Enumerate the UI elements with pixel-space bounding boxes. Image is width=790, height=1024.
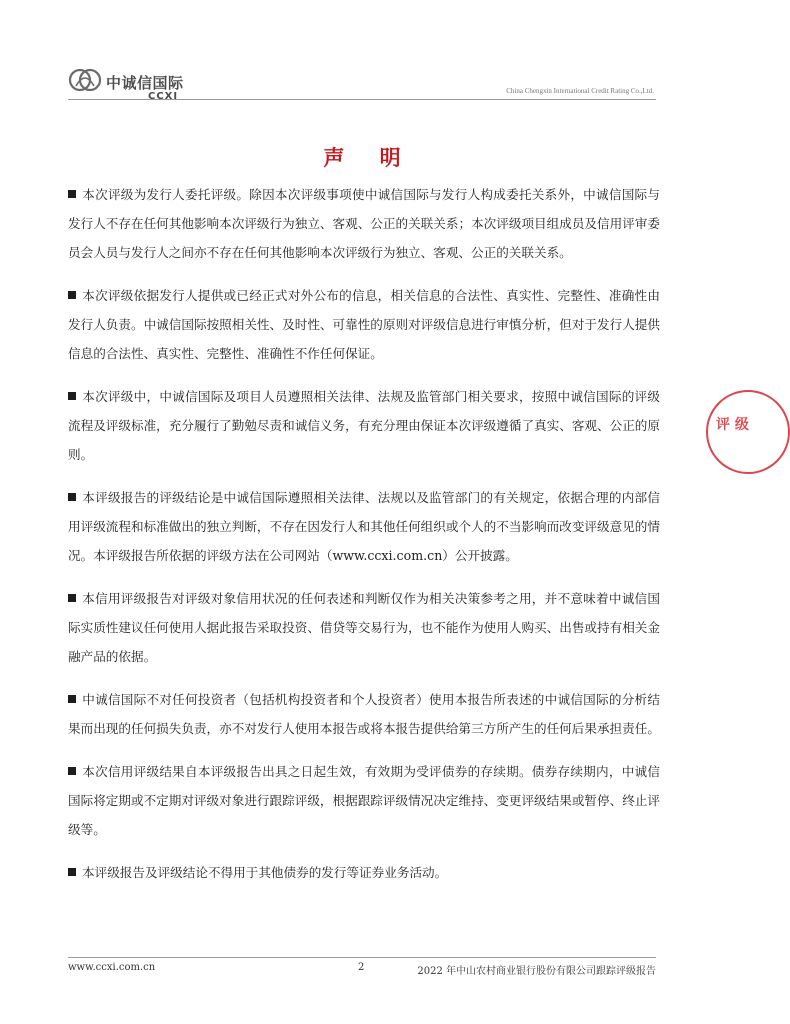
ccxi-logo-mark-icon [68, 66, 102, 96]
ccxi-logo [68, 64, 208, 104]
statement-text: 本次评级为发行人委托评级。除因本次评级事项使中诚信国际与发行人构成委托关系外，中诚信国际与发行人不存在任何其他影响本次评级行为独立、客观、公正的关联关系；本次评级项目组成员及信用评审委员会人员与发行人之间亦不存在任何其他影响本次评级行为独立、客观、公正的关联关系。 [68, 187, 660, 260]
statement-item [68, 382, 660, 469]
square-bullet-icon [68, 767, 76, 775]
logo-cn-text: 中诚信国际 [106, 74, 184, 92]
company-seal-stamp [706, 390, 790, 474]
square-bullet-icon [68, 695, 76, 703]
square-bullet-icon [68, 594, 76, 602]
statement-text: 本次评级依据发行人提供或已经正式对外公布的信息，相关信息的合法性、真实性、完整性、准确性由发行人负责。中诚信国际按照相关性、及时性、可靠性的原则对评级信息进行审慎分析，但对于发行人提供信息的合法性、真实性、完整性、准确性不作任何保证。 [68, 288, 660, 361]
statement-item [68, 685, 660, 743]
footer-divider [68, 957, 656, 958]
statement-item [68, 858, 660, 887]
square-bullet-icon [68, 291, 76, 299]
page-number: 2 [358, 962, 365, 973]
statement-text: 本次信用评级结果自本评级报告出具之日起生效，有效期为受评债券的存续期。债券存续期内，中诚信国际将定期或不定期对评级对象进行跟踪评级，根据跟踪评级情况决定维持、变更评级结果或暂停、终止评级等。 [68, 764, 660, 837]
statement-item [68, 584, 660, 671]
statement-text: 本评级报告及评级结论不得用于其他债券的发行等证券业务活动。 [82, 865, 448, 880]
footer-report-title: 2022 年中山农村商业银行股份有限公司跟踪评级报告 [417, 966, 656, 977]
logo-en-text: CCXI [148, 91, 179, 102]
statement-item [68, 180, 660, 267]
square-bullet-icon [68, 392, 76, 400]
statement-list [68, 180, 660, 901]
statement-item [68, 483, 660, 570]
company-english-name: China Chengxin International Credit Rating Co.,Ltd. [506, 87, 654, 95]
page-title: 声 明 [323, 146, 415, 170]
stamp-text: 评 级 [716, 417, 749, 433]
statement-item [68, 281, 660, 368]
footer-website: www.ccxi.com.cn [68, 962, 156, 973]
statement-text: 本次评级中，中诚信国际及项目人员遵照相关法律、法规及监管部门相关要求，按照中诚信国际的评级流程及评级标准，充分履行了勤勉尽责和诚信义务，有充分理由保证本次评级遵循了真实、客观、公正的原则。 [68, 389, 660, 462]
statement-text: 本评级报告的评级结论是中诚信国际遵照相关法律、法规以及监管部门的有关规定，依据合理的内部信用评级流程和标准做出的独立判断，不存在因发行人和其他任何组织或个人的不当影响而改变评级意见的情况。本评级报告所依据的评级方法在公司网站（www.ccxi.com.cn）公开披露。 [68, 490, 660, 563]
square-bullet-icon [68, 868, 76, 876]
statement-text: 中诚信国际不对任何投资者（包括机构投资者和个人投资者）使用本报告所表述的中诚信国际的分析结果而出现的任何损失负责，亦不对发行人使用本报告或将本报告提供给第三方所产生的任何后果承担责任。 [68, 692, 660, 736]
header-divider [68, 99, 656, 100]
square-bullet-icon [68, 493, 76, 501]
square-bullet-icon [68, 190, 76, 198]
statement-text: 本信用评级报告对评级对象信用状况的任何表述和判断仅作为相关决策参考之用，并不意味着中诚信国际实质性建议任何使用人据此报告采取投资、借贷等交易行为，也不能作为使用人购买、出售或持有相关金融产品的依据。 [68, 591, 660, 664]
statement-item [68, 757, 660, 844]
